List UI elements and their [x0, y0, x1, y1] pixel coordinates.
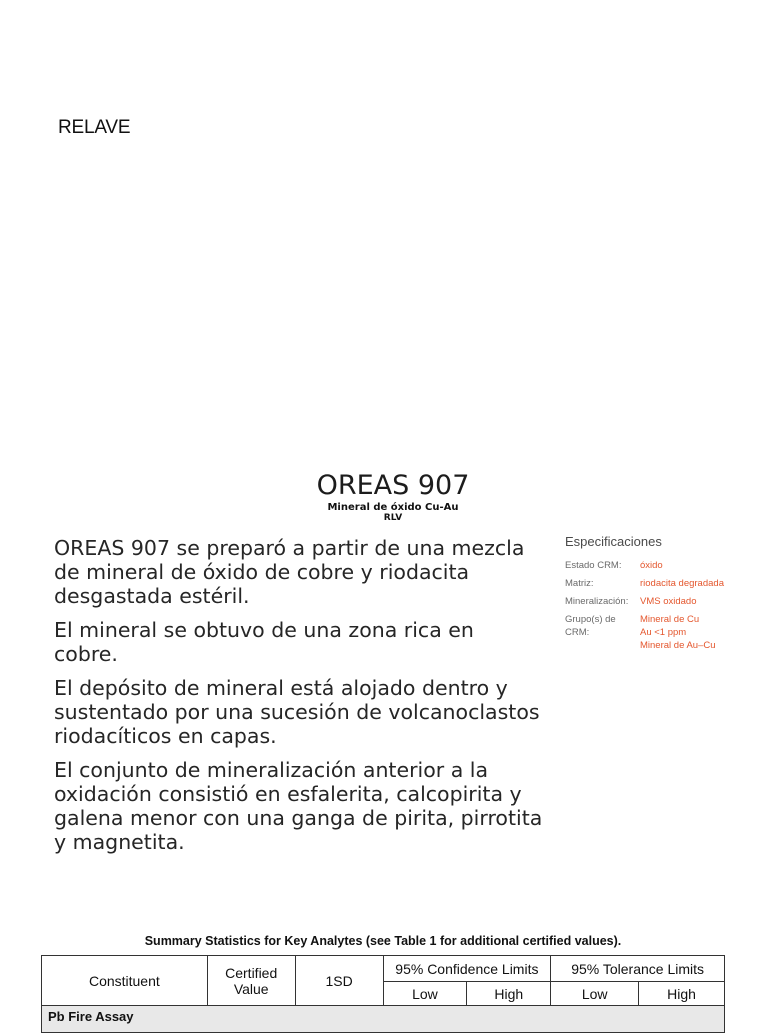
header-confidence-high: High	[467, 982, 551, 1006]
spec-row-matriz	[565, 577, 765, 590]
description-paragraph: OREAS 907 se preparó a partir de una mezcla de mineral de óxido de cobre y riodacita desgastada estéril.	[54, 536, 525, 608]
spec-key: Estado CRM:	[565, 560, 622, 571]
spec-value: Mineral de Cu Au <1 ppm Mineral de Au–Cu	[640, 614, 716, 651]
relave-label: RELAVE	[58, 117, 131, 138]
document-title: OREAS 907	[316, 470, 470, 501]
spec-value: óxido	[640, 560, 663, 571]
header-confidence-low: Low	[383, 982, 467, 1006]
description-body	[54, 536, 544, 864]
header-constituent: Constituent	[42, 956, 208, 1006]
spec-row-grupo	[565, 613, 765, 652]
header-tolerance-limits: 95% Tolerance Limits	[551, 956, 725, 982]
summary-statistics-table	[41, 955, 725, 1033]
header-certified-value: Certified Value	[207, 956, 295, 1006]
description-paragraph: El mineral se obtuvo de una zona rica en cobre.	[54, 618, 474, 666]
title-block	[230, 470, 556, 523]
header-1sd: 1SD	[295, 956, 383, 1006]
spec-row-estado	[565, 559, 765, 572]
spec-key: Mineralización:	[565, 596, 629, 607]
spec-key: Grupo(s) de CRM:	[565, 614, 616, 638]
document-subtitle: Mineral de óxido Cu-Au	[327, 502, 459, 513]
spec-row-mineralizacion	[565, 595, 765, 608]
header-tolerance-high: High	[639, 982, 725, 1006]
document-subtitle-code: RLV	[383, 513, 403, 523]
specifications-title: Especificaciones	[565, 534, 662, 549]
spec-value: riodacita degradada	[640, 578, 724, 589]
description-paragraph: El conjunto de mineralización anterior a la oxidación consistió en esfalerita, calcopirita y galena menor con una ganga de pirita, pirrotita y magnetita.	[54, 758, 543, 854]
table-title: Summary Statistics for Key Analytes (see Table 1 for additional certified values).	[144, 934, 622, 948]
spec-key: Matriz:	[565, 578, 594, 589]
header-confidence-limits: 95% Confidence Limits	[383, 956, 551, 982]
spec-value: VMS oxidado	[640, 596, 697, 607]
specifications-panel	[565, 534, 765, 657]
table-group-row: Pb Fire Assay	[42, 1006, 725, 1033]
description-paragraph: El depósito de mineral está alojado dentro y sustentado por una sucesión de volcanoclastos riodacíticos en capas.	[54, 676, 540, 748]
header-tolerance-low: Low	[551, 982, 639, 1006]
